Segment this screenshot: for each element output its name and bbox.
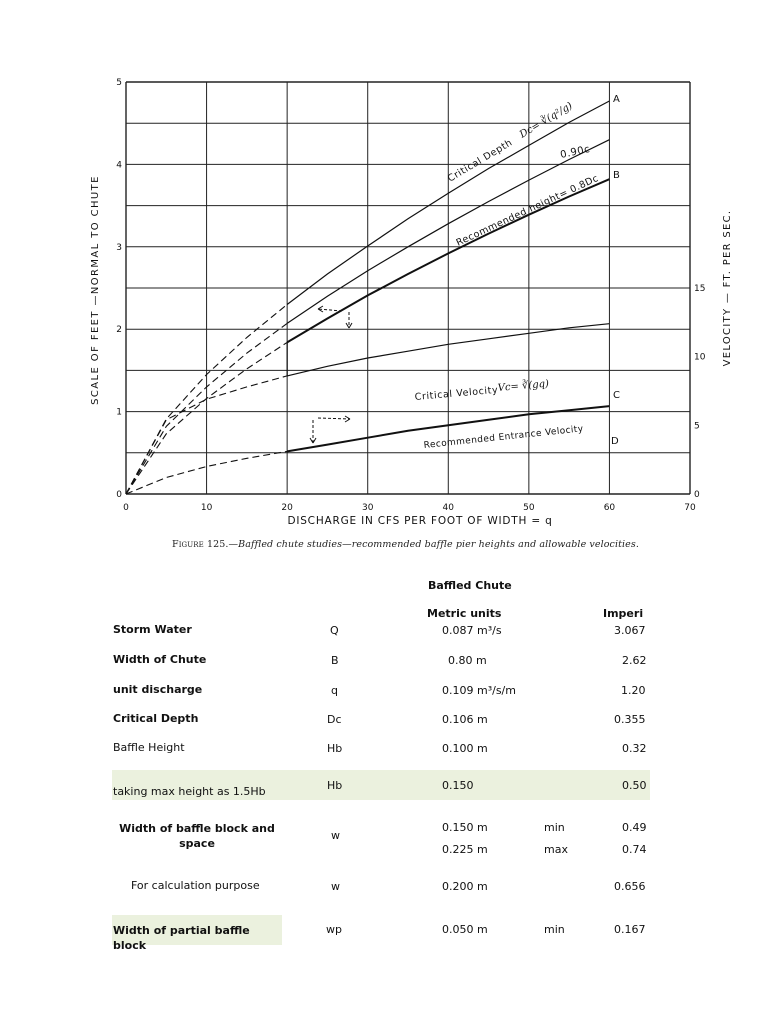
y-tick-label: 1 (116, 407, 122, 418)
right-tick-label: 10 (694, 352, 706, 363)
row-label: taking max height as 1.5Hb (113, 785, 266, 798)
row-label: Storm Water (113, 623, 192, 636)
x-tick-label: 10 (200, 503, 213, 513)
x-tick-label: 0 (123, 503, 129, 513)
caption-text: —Baffled chute studies—recommended baffle pier heights and allowable velocities. (228, 539, 639, 550)
row-symbol: Dc (327, 713, 342, 726)
y-tick-label: 0 (116, 490, 122, 500)
end-letter-d: D (611, 436, 619, 447)
critical-depth-formula: Dc= ∛(q²/g) (517, 100, 575, 141)
row-metric: 0.200 m (442, 880, 488, 893)
end-letter-b: B (613, 170, 620, 181)
annotation-arrows (310, 306, 352, 443)
chart-ticks (116, 78, 705, 513)
row-label: Width of Chute (113, 653, 207, 666)
row-imperial: 0.656 (614, 880, 646, 893)
row-qualifier: min (544, 923, 565, 936)
x-tick-label: 30 (361, 503, 374, 513)
critical-velocity-label: Critical Velocity (414, 384, 499, 403)
row-qualifier: min (544, 821, 565, 834)
row-symbol: B (331, 654, 339, 667)
end-letter-a: A (613, 94, 620, 105)
right-axis-title: VELOCITY — FT. PER SEC. (722, 209, 733, 367)
row-metric: 0.225 m (442, 843, 488, 856)
row-symbol: Hb (327, 742, 343, 755)
row-imperial: 0.355 (614, 713, 646, 726)
right-tick-label: 0 (694, 490, 700, 500)
y-tick-label: 4 (116, 160, 122, 171)
x-tick-label: 60 (603, 503, 616, 513)
row-imperial: 1.20 (621, 684, 646, 697)
row-imperial: 3.067 (614, 624, 646, 637)
row-imperial: 0.32 (622, 742, 647, 755)
end-letter-c: C (613, 390, 620, 401)
x-tick-label: 70 (684, 503, 696, 513)
row-imperial: 0.50 (622, 779, 647, 792)
row-metric: 0.150 (442, 779, 474, 792)
row-label: Baffle Height (113, 741, 185, 754)
chart-grid (126, 82, 690, 494)
figure-caption (172, 539, 652, 550)
row-label: For calculation purpose (131, 879, 260, 892)
row-metric: 0.100 m (442, 742, 488, 755)
y-tick-label: 2 (116, 325, 122, 336)
table-title: Baffled Chute (428, 579, 512, 592)
right-tick-label: 15 (694, 284, 706, 294)
row-metric: 0.109 m³/s/m (442, 684, 516, 697)
caption-label: Figure 125. (172, 539, 229, 550)
row-imperial: 2.62 (622, 654, 647, 667)
y-tick-label: 3 (116, 242, 122, 253)
y-axis-title: SCALE OF FEET —NORMAL TO CHUTE (90, 175, 101, 405)
row-qualifier: max (544, 843, 568, 856)
x-axis-title: DISCHARGE IN CFS PER FOOT OF WIDTH = q (287, 515, 553, 527)
row-metric: 0.050 m (442, 923, 488, 936)
point-nine-label: 0.90c (559, 143, 592, 161)
x-tick-label: 50 (523, 503, 535, 513)
y-tick-label: 5 (116, 78, 122, 88)
imperial-header: Imperi (603, 607, 644, 620)
row-metric: 0.150 m (442, 821, 488, 834)
right-tick-label: 5 (694, 421, 700, 432)
entrance-velocity-label: Recommended Entrance Velocity (423, 424, 584, 451)
row-symbol: q (331, 684, 338, 697)
row-symbol: wp (326, 923, 342, 936)
row-imperial: 0.74 (622, 843, 647, 856)
metric-header: Metric units (427, 607, 502, 620)
critical-depth-label: Critical Depth (445, 137, 515, 185)
row-symbol: Hb (327, 779, 343, 792)
row-symbol: Q (330, 624, 339, 637)
critical-velocity-formula: Vc= ∛(gq) (497, 378, 550, 394)
row-label: Critical Depth (113, 712, 199, 725)
x-tick-label: 40 (442, 503, 455, 513)
row-imperial: 0.49 (622, 821, 647, 834)
row-metric: 0.087 m³/s (442, 624, 502, 637)
baffled-chute-table (112, 572, 650, 952)
row-metric: 0.106 m (442, 713, 488, 726)
row-imperial: 0.167 (614, 923, 646, 936)
row-symbol: w (331, 880, 340, 893)
row-metric: 0.80 m (448, 654, 487, 667)
recommended-height-label: Recommended height= 0.8Dc (454, 172, 601, 249)
row-symbol: w (331, 829, 340, 842)
row-label: unit discharge (113, 683, 203, 696)
row-label: Width of partial baffle block (113, 924, 250, 952)
row-label: Width of baffle block and space (119, 822, 275, 850)
x-tick-label: 20 (281, 503, 293, 513)
